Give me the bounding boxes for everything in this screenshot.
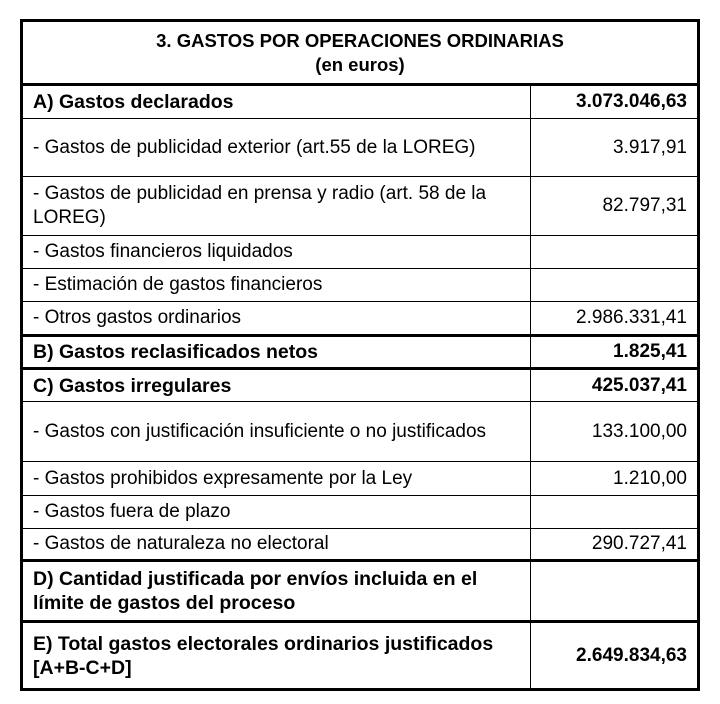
table-row <box>23 402 697 462</box>
table-subtitle: (en euros) <box>315 53 405 75</box>
table-row-cantidad-justificada <box>23 562 697 623</box>
row-label: C) Gastos irregulares <box>23 370 531 401</box>
table-row <box>23 236 697 269</box>
table-row <box>23 302 697 337</box>
row-label: E) Total gastos electorales ordinarios justificados [A+B-C+D] <box>23 623 531 688</box>
row-label: D) Cantidad justificada por envíos incluida en el límite de gastos del proceso <box>23 562 531 620</box>
row-label: - Gastos de naturaleza no electoral <box>23 529 531 559</box>
row-value: 2.986.331,41 <box>576 307 687 328</box>
row-value <box>531 269 697 301</box>
row-label: - Otros gastos ordinarios <box>23 302 531 334</box>
row-label: - Gastos prohibidos expresamente por la Ley <box>23 462 531 495</box>
row-label: - Gastos con justificación insuficiente o no justificados <box>23 402 531 461</box>
table-row-gastos-declarados <box>23 86 697 119</box>
table-title: 3. GASTOS POR OPERACIONES ORDINARIAS <box>156 29 564 51</box>
table-row <box>23 462 697 496</box>
row-label: - Estimación de gastos financieros <box>23 269 531 301</box>
row-value: 2.649.834,63 <box>576 644 687 666</box>
row-label: A) Gastos declarados <box>23 86 531 118</box>
table-row <box>23 177 697 236</box>
expense-table <box>20 19 700 691</box>
table-row <box>23 119 697 177</box>
row-value <box>531 496 697 528</box>
row-value: 3.917,91 <box>613 136 687 158</box>
row-label: - Gastos de publicidad en prensa y radio (art. 58 de la LOREG) <box>23 177 531 235</box>
row-value: 425.037,41 <box>591 374 687 396</box>
row-label: - Gastos fuera de plazo <box>23 496 531 528</box>
table-row <box>23 269 697 302</box>
row-value: 1.825,41 <box>613 341 687 362</box>
row-value: 82.797,31 <box>602 195 687 216</box>
row-value: 3.073.046,63 <box>576 91 687 112</box>
row-value <box>531 562 697 620</box>
table-row-gastos-reclasificados <box>23 337 697 370</box>
table-row <box>23 529 697 562</box>
row-value <box>531 236 697 268</box>
row-value: 290.727,41 <box>591 533 687 554</box>
row-value: 1.210,00 <box>613 467 687 489</box>
row-label: B) Gastos reclasificados netos <box>23 337 531 367</box>
row-value: 133.100,00 <box>591 420 687 442</box>
row-label: - Gastos financieros liquidados <box>23 236 531 268</box>
table-header <box>23 22 697 86</box>
table-row-total <box>23 623 697 688</box>
table-row <box>23 496 697 529</box>
row-label: - Gastos de publicidad exterior (art.55 de la LOREG) <box>23 119 531 176</box>
table-row-gastos-irregulares <box>23 370 697 402</box>
